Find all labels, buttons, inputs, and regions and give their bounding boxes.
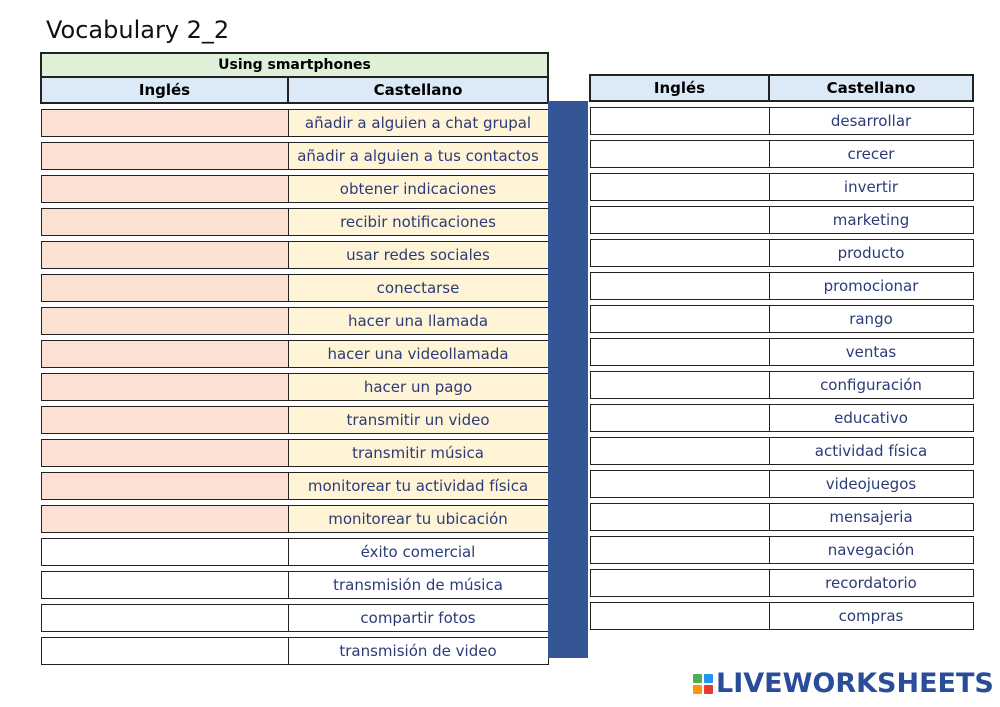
- english-answer-input[interactable]: [42, 308, 288, 334]
- english-answer-input[interactable]: [42, 605, 288, 631]
- english-answer-cell: [41, 176, 288, 203]
- vocab-row: [41, 605, 548, 632]
- english-answer-cell: [41, 143, 288, 170]
- english-answer-input[interactable]: [591, 537, 769, 563]
- english-answer-input[interactable]: [591, 240, 769, 266]
- spanish-word-cell: ventas: [769, 339, 973, 366]
- spanish-word-cell: hacer una videollamada: [288, 341, 548, 368]
- vocab-row: [590, 504, 973, 531]
- english-answer-cell: [590, 372, 769, 399]
- vocab-row: [41, 407, 548, 434]
- english-answer-cell: [41, 341, 288, 368]
- english-answer-input[interactable]: [591, 174, 769, 200]
- column-header-english: Inglés: [590, 75, 769, 101]
- english-answer-input[interactable]: [42, 506, 288, 532]
- vocab-row: [41, 209, 548, 236]
- spanish-word-cell: compras: [769, 603, 973, 630]
- english-answer-cell: [41, 638, 288, 665]
- spanish-word-cell: videojuegos: [769, 471, 973, 498]
- english-answer-input[interactable]: [591, 207, 769, 233]
- spanish-word-cell: educativo: [769, 405, 973, 432]
- english-answer-cell: [41, 308, 288, 335]
- spanish-word-cell: crecer: [769, 141, 973, 168]
- spanish-word-cell: recibir notificaciones: [288, 209, 548, 236]
- english-answer-input[interactable]: [42, 407, 288, 433]
- vocab-row: [41, 572, 548, 599]
- spanish-word-cell: transmitir un video: [288, 407, 548, 434]
- vocab-row: [41, 308, 548, 335]
- english-answer-input[interactable]: [42, 572, 288, 598]
- english-answer-cell: [41, 374, 288, 401]
- vocab-row: [41, 473, 548, 500]
- english-answer-cell: [41, 242, 288, 269]
- english-answer-cell: [41, 110, 288, 137]
- spanish-word-cell: desarrollar: [769, 108, 973, 135]
- english-answer-input[interactable]: [591, 372, 769, 398]
- english-answer-cell: [590, 240, 769, 267]
- spanish-word-cell: transmisión de música: [288, 572, 548, 599]
- english-answer-input[interactable]: [42, 440, 288, 466]
- spanish-word-cell: añadir a alguien a tus contactos: [288, 143, 548, 170]
- english-answer-cell: [590, 207, 769, 234]
- english-answer-cell: [590, 603, 769, 630]
- english-answer-input[interactable]: [591, 471, 769, 497]
- english-answer-input[interactable]: [42, 242, 288, 268]
- vocab-row: [41, 539, 548, 566]
- english-answer-input[interactable]: [591, 273, 769, 299]
- vocab-row: [590, 306, 973, 333]
- english-answer-cell: [41, 407, 288, 434]
- english-answer-cell: [41, 506, 288, 533]
- vocab-row: [590, 108, 973, 135]
- english-answer-cell: [590, 174, 769, 201]
- vocab-row: [590, 372, 973, 399]
- vocab-row: [41, 506, 548, 533]
- english-answer-input[interactable]: [42, 374, 288, 400]
- vocab-row: [590, 438, 973, 465]
- vocab-row: [41, 341, 548, 368]
- vocab-row: [590, 570, 973, 597]
- english-answer-input[interactable]: [591, 570, 769, 596]
- english-answer-input[interactable]: [42, 341, 288, 367]
- spanish-word-cell: actividad física: [769, 438, 973, 465]
- vocab-row: [41, 242, 548, 269]
- english-answer-cell: [590, 504, 769, 531]
- spanish-word-cell: marketing: [769, 207, 973, 234]
- english-answer-cell: [41, 209, 288, 236]
- vocab-row: [590, 174, 973, 201]
- vocab-row: [590, 207, 973, 234]
- spanish-word-cell: navegación: [769, 537, 973, 564]
- english-answer-input[interactable]: [42, 143, 288, 169]
- spanish-word-cell: compartir fotos: [288, 605, 548, 632]
- vocab-row: [590, 141, 973, 168]
- vocab-row: [590, 240, 973, 267]
- spanish-word-cell: conectarse: [288, 275, 548, 302]
- spanish-word-cell: transmisión de video: [288, 638, 548, 665]
- english-answer-input[interactable]: [591, 405, 769, 431]
- section-header-row: [41, 53, 548, 77]
- english-answer-cell: [590, 141, 769, 168]
- column-header-row: [590, 75, 973, 101]
- spanish-word-cell: monitorear tu ubicación: [288, 506, 548, 533]
- brand-name: LIVEWORKSHEETS: [716, 668, 994, 699]
- spanish-word-cell: recordatorio: [769, 570, 973, 597]
- column-header-row: [41, 77, 548, 103]
- english-answer-input[interactable]: [591, 108, 769, 134]
- vocab-row: [41, 440, 548, 467]
- english-answer-cell: [590, 273, 769, 300]
- spanish-word-cell: transmitir música: [288, 440, 548, 467]
- vocab-row: [41, 176, 548, 203]
- liveworksheets-logo-icon: [693, 674, 713, 694]
- using-smartphones-table: [40, 52, 549, 665]
- spanish-word-cell: obtener indicaciones: [288, 176, 548, 203]
- english-answer-cell: [41, 473, 288, 500]
- divider-bar: [548, 101, 588, 658]
- english-answer-cell: [590, 438, 769, 465]
- worksheet-title: Vocabulary 2_2: [46, 16, 230, 44]
- english-answer-cell: [41, 275, 288, 302]
- column-header-spanish: Castellano: [769, 75, 973, 101]
- english-answer-input[interactable]: [591, 603, 769, 629]
- english-answer-input[interactable]: [42, 209, 288, 235]
- english-answer-input[interactable]: [591, 438, 769, 464]
- english-answer-input[interactable]: [42, 539, 288, 565]
- vocab-row: [590, 537, 973, 564]
- english-answer-input[interactable]: [42, 473, 288, 499]
- english-answer-input[interactable]: [42, 110, 288, 136]
- vocab-row: [41, 110, 548, 137]
- english-answer-cell: [41, 605, 288, 632]
- spanish-word-cell: configuración: [769, 372, 973, 399]
- liveworksheets-brand: [693, 668, 994, 699]
- english-answer-cell: [41, 572, 288, 599]
- spanish-word-cell: hacer un pago: [288, 374, 548, 401]
- vocab-row: [41, 638, 548, 665]
- english-answer-cell: [590, 339, 769, 366]
- spanish-word-cell: monitorear tu actividad física: [288, 473, 548, 500]
- english-answer-cell: [590, 471, 769, 498]
- column-header-spanish: Castellano: [288, 77, 548, 103]
- english-answer-cell: [41, 539, 288, 566]
- english-answer-cell: [590, 108, 769, 135]
- section-title: Using smartphones: [41, 53, 548, 77]
- english-answer-input[interactable]: [42, 275, 288, 301]
- english-answer-input[interactable]: [591, 306, 769, 332]
- english-answer-cell: [590, 405, 769, 432]
- english-answer-input[interactable]: [42, 176, 288, 202]
- business-vocabulary-table: [589, 74, 974, 630]
- spanish-word-cell: rango: [769, 306, 973, 333]
- vocab-row: [41, 275, 548, 302]
- vocab-row: [590, 603, 973, 630]
- vocab-row: [41, 143, 548, 170]
- english-answer-cell: [590, 570, 769, 597]
- english-answer-cell: [41, 440, 288, 467]
- english-answer-cell: [590, 306, 769, 333]
- column-header-english: Inglés: [41, 77, 288, 103]
- spanish-word-cell: producto: [769, 240, 973, 267]
- spanish-word-cell: mensajeria: [769, 504, 973, 531]
- spanish-word-cell: hacer una llamada: [288, 308, 548, 335]
- vocab-row: [590, 471, 973, 498]
- english-answer-input[interactable]: [591, 504, 769, 530]
- spanish-word-cell: invertir: [769, 174, 973, 201]
- spanish-word-cell: éxito comercial: [288, 539, 548, 566]
- vocab-row: [590, 273, 973, 300]
- english-answer-cell: [590, 537, 769, 564]
- english-answer-input[interactable]: [591, 339, 769, 365]
- vocab-row: [41, 374, 548, 401]
- english-answer-input[interactable]: [42, 638, 288, 664]
- english-answer-input[interactable]: [591, 141, 769, 167]
- spanish-word-cell: promocionar: [769, 273, 973, 300]
- vocab-row: [590, 405, 973, 432]
- spanish-word-cell: usar redes sociales: [288, 242, 548, 269]
- spanish-word-cell: añadir a alguien a chat grupal: [288, 110, 548, 137]
- vocab-row: [590, 339, 973, 366]
